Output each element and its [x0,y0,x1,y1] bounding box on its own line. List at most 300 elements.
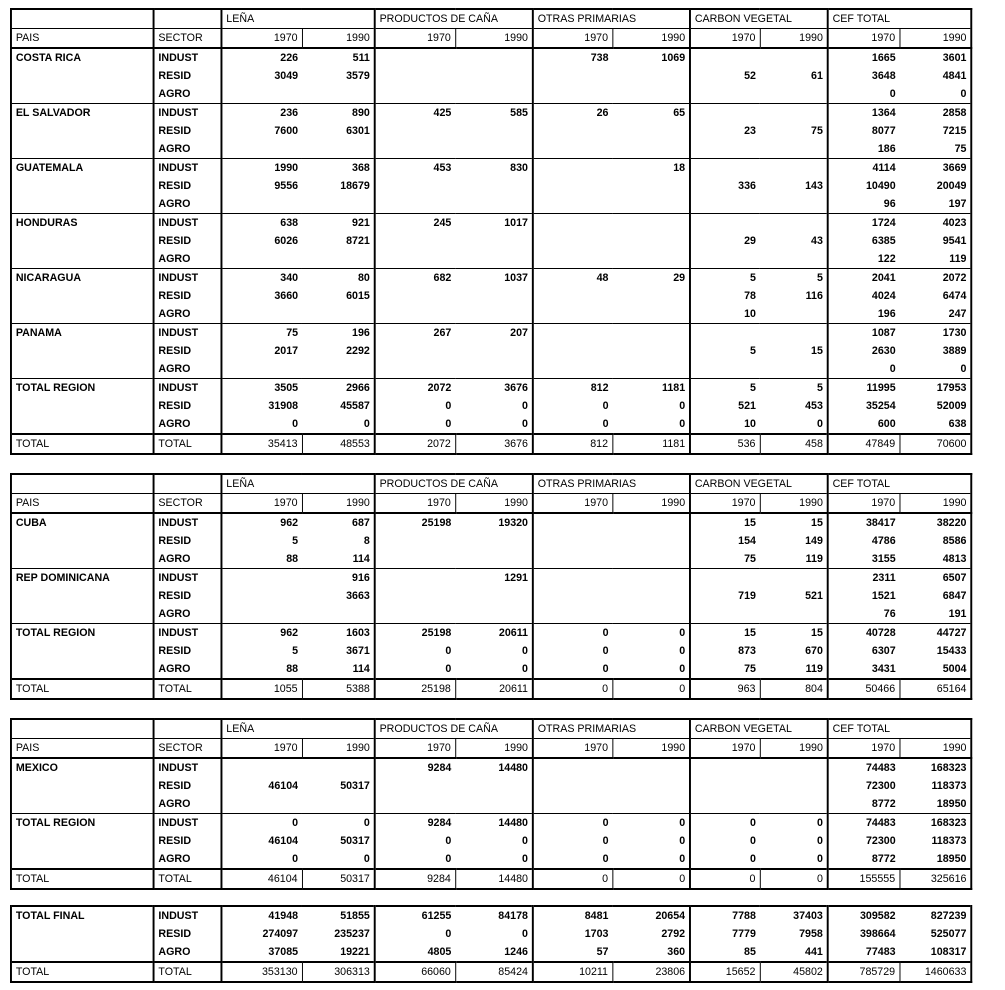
country-cell: TOTAL REGION [11,624,154,643]
value-cell: 38220 [900,513,972,532]
year-header: 1990 [455,29,533,49]
value-cell [612,342,690,360]
value-cell: 108317 [899,943,971,962]
year-header: 1990 [612,739,690,759]
value-cell: 453 [375,159,456,178]
table-row [11,532,971,550]
value-cell [302,85,375,104]
table-row [11,925,971,943]
value-cell: 5 [292,535,299,547]
value-cell: 5 [690,379,760,398]
value-cell: 196 [302,324,375,343]
value-cell: 8077 [871,125,896,137]
value-cell [375,287,456,305]
value-cell: 25198 [375,513,456,532]
value-cell: 0 [750,853,756,865]
value-cell [455,342,533,360]
value-cell [690,795,760,814]
value-cell: 0 [455,850,533,869]
value-cell [455,360,533,379]
sector-cell: RESID [154,177,222,195]
sector-cell: RESID [154,587,222,605]
value-cell: 0 [602,835,609,847]
blank-header [154,9,222,29]
value-cell: 962 [221,513,302,532]
year-header: 1970 [690,29,760,49]
country-cell [11,140,154,159]
total-value: 14480 [455,869,533,889]
value-cell [375,777,456,795]
sector-cell: AGRO [154,305,222,324]
value-cell [760,104,828,123]
sector-cell: INDUST [154,906,222,925]
energy-table-1 [10,8,972,455]
value-cell [533,159,613,178]
year-header-row [11,29,971,49]
value-cell: 197 [900,195,972,214]
value-cell [533,360,613,379]
country-cell [11,943,154,962]
value-cell: 1246 [455,943,533,962]
country-cell: TOTAL FINAL [11,906,154,925]
value-cell: 4786 [871,535,896,547]
value-cell: 1665 [828,48,900,67]
value-cell: 8481 [533,906,613,925]
value-cell: 0 [445,418,452,430]
total-value: 85424 [455,962,533,982]
value-cell [760,360,828,379]
sector-cell: RESID [154,67,222,85]
table-row [11,624,971,643]
value-cell: 6026 [274,235,299,247]
value-cell: 0 [889,363,896,375]
value-cell: 2041 [828,269,900,288]
value-cell [455,287,533,305]
total-value: 1460633 [899,962,971,982]
value-cell: 0 [445,400,452,412]
total-value: 0 [612,869,690,889]
value-cell: 0 [533,624,613,643]
value-cell: 18950 [900,850,972,869]
column-group-header: LEÑA [221,474,374,494]
value-cell [690,140,760,159]
value-cell: 0 [302,814,375,833]
value-cell [612,122,690,140]
value-cell: 0 [602,645,609,657]
year-header: 1970 [533,739,613,759]
value-cell: 114 [302,660,375,679]
total-value: 963 [690,679,760,699]
value-cell [221,85,302,104]
year-header: 1990 [900,739,972,759]
value-cell: 0 [602,853,609,865]
sector-cell: RESID [154,925,222,943]
value-cell: 84178 [455,906,533,925]
value-cell [375,195,456,214]
value-cell: 168323 [900,758,972,777]
value-cell: 0 [302,415,375,434]
value-cell [690,569,760,588]
table-row [11,305,971,324]
value-cell [302,360,375,379]
total-value: 0 [533,679,613,699]
value-cell [455,532,533,550]
value-cell: 600 [877,418,896,430]
value-cell [375,605,456,624]
table-row [11,513,971,532]
value-cell [612,532,690,550]
value-cell [221,569,302,588]
year-header: 1970 [533,494,613,514]
value-cell: 3155 [871,553,896,565]
total-value: 155555 [828,869,900,889]
value-cell: 738 [533,48,613,67]
value-cell [533,195,613,214]
value-cell: 20654 [612,906,690,925]
value-cell: 0 [750,835,756,847]
value-cell: 873 [738,645,756,657]
value-cell: 0 [760,814,828,833]
value-cell: 15 [760,513,828,532]
value-cell: 46104 [268,780,299,792]
value-cell: 17953 [900,379,972,398]
value-cell [375,122,456,140]
value-cell: 77483 [865,946,896,958]
value-cell: 4805 [427,946,452,958]
sector-cell: AGRO [154,195,222,214]
value-cell [533,140,613,159]
total-value: 804 [760,679,828,699]
value-cell: 2292 [302,342,375,360]
value-cell [612,550,690,569]
value-cell [690,159,760,178]
value-cell: 52 [744,70,756,82]
table-row [11,642,971,660]
value-cell: 29 [744,235,756,247]
total-value: 46104 [221,869,302,889]
value-cell [760,324,828,343]
total-sector: TOTAL [154,679,222,699]
year-header: 1970 [533,29,613,49]
value-cell: 453 [760,397,828,415]
value-cell: 9556 [274,180,299,192]
country-cell: TOTAL REGION [11,379,154,398]
value-cell: 0 [760,832,828,850]
value-cell: 75 [900,140,972,159]
value-cell: 15 [760,624,828,643]
value-cell: 15 [760,342,828,360]
value-cell [612,140,690,159]
value-cell [533,513,613,532]
table-row [11,250,971,269]
total-label: TOTAL [11,962,154,982]
total-sector: TOTAL [154,434,222,454]
year-header: 1990 [302,494,375,514]
value-cell: 0 [900,85,972,104]
year-header: 1970 [221,29,302,49]
value-cell: 682 [375,269,456,288]
value-cell: 830 [455,159,533,178]
value-cell [455,67,533,85]
sector-cell: INDUST [154,48,222,67]
value-cell: 41948 [221,906,302,925]
value-cell [455,122,533,140]
value-cell: 78 [744,290,756,302]
value-cell: 38417 [828,513,900,532]
year-header: 1990 [455,494,533,514]
value-cell: 0 [889,88,896,100]
value-cell: 154 [738,535,756,547]
table-row [11,177,971,195]
value-cell [760,305,828,324]
value-cell [302,305,375,324]
value-cell [612,67,690,85]
value-cell: 50317 [302,777,375,795]
total-value: 0 [690,869,760,889]
table-row [11,777,971,795]
sector-cell: AGRO [154,795,222,814]
country-cell [11,122,154,140]
sector-cell: AGRO [154,605,222,624]
value-cell [690,324,760,343]
value-cell: 247 [900,305,972,324]
value-cell [690,104,760,123]
value-cell [612,324,690,343]
value-cell [375,305,456,324]
total-value: 47849 [828,434,900,454]
table-row [11,605,971,624]
year-header-row [11,494,971,514]
value-cell [221,587,302,605]
value-cell: 1364 [828,104,900,123]
table-row [11,48,971,67]
value-cell: 2792 [612,925,690,943]
value-cell: 719 [738,590,756,602]
value-cell: 114 [302,550,375,569]
value-cell: 116 [760,287,828,305]
value-cell: 0 [292,418,299,430]
value-cell: 76 [883,608,896,620]
value-cell: 5 [292,645,299,657]
value-cell [455,795,533,814]
country-cell [11,532,154,550]
value-cell: 0 [445,835,452,847]
value-cell [690,195,760,214]
table-row [11,159,971,178]
value-cell: 46104 [268,835,299,847]
year-header: 1970 [690,494,760,514]
value-cell [455,777,533,795]
value-cell: 0 [445,663,452,675]
value-cell [690,758,760,777]
total-label: TOTAL [11,434,154,454]
table-row [11,122,971,140]
total-value: 325616 [900,869,972,889]
value-cell [221,305,302,324]
value-cell: 3505 [221,379,302,398]
sector-cell: INDUST [154,569,222,588]
value-cell: 0 [445,928,452,940]
value-cell [221,250,302,269]
value-cell [612,195,690,214]
value-cell [533,532,613,550]
total-value: 0 [533,869,613,889]
value-cell [533,550,613,569]
value-cell [302,250,375,269]
value-cell: 8586 [900,532,972,550]
total-sector: TOTAL [154,962,222,982]
value-cell: 9541 [900,232,972,250]
column-group-header: PRODUCTOS DE CAÑA [375,474,533,494]
value-cell: 0 [612,850,690,869]
total-value: 9284 [375,869,456,889]
total-value: 812 [533,434,613,454]
energy-table-3 [10,718,972,890]
value-cell: 18679 [302,177,375,195]
value-cell: 274097 [262,928,299,940]
value-cell: 4024 [871,290,896,302]
value-cell: 7215 [900,122,972,140]
value-cell: 6015 [302,287,375,305]
value-cell [760,795,828,814]
value-cell: 4841 [900,67,972,85]
value-cell: 827239 [899,906,971,925]
value-cell: 72300 [865,780,896,792]
value-cell: 52009 [900,397,972,415]
value-cell: 6307 [871,645,896,657]
table-row [11,569,971,588]
value-cell: 1521 [871,590,896,602]
value-cell: 122 [877,253,896,265]
year-header: 1970 [375,494,456,514]
sector-cell: INDUST [154,513,222,532]
value-cell [760,214,828,233]
value-cell [690,85,760,104]
value-cell [690,777,760,795]
total-value: 35413 [221,434,302,454]
value-cell: 521 [738,400,756,412]
sector-cell: RESID [154,342,222,360]
value-cell: 10 [744,308,756,320]
sector-cell: INDUST [154,269,222,288]
value-cell [455,587,533,605]
blank-header [11,474,154,494]
table-row [11,195,971,214]
value-cell [375,360,456,379]
value-cell [375,232,456,250]
total-value: 0 [760,869,828,889]
value-cell [760,605,828,624]
value-cell: 19320 [455,513,533,532]
value-cell [690,48,760,67]
value-cell: 0 [445,645,452,657]
value-cell [221,795,302,814]
value-cell: 51855 [302,906,375,925]
value-cell: 1990 [221,159,302,178]
value-cell: 72300 [865,835,896,847]
sector-cell: AGRO [154,415,222,434]
value-cell [760,569,828,588]
table-row [11,850,971,869]
value-cell [612,587,690,605]
value-cell: 75 [221,324,302,343]
value-cell: 6301 [302,122,375,140]
value-cell: 425 [375,104,456,123]
value-cell [612,214,690,233]
value-cell [612,305,690,324]
year-header-row [11,739,971,759]
value-cell: 25198 [375,624,456,643]
value-cell [760,195,828,214]
value-cell [302,140,375,159]
sector-cell: RESID [154,832,222,850]
value-cell: 75 [744,553,756,565]
value-cell [302,758,375,777]
year-header: 1990 [612,29,690,49]
value-cell: 0 [602,400,609,412]
country-cell [11,550,154,569]
value-cell [612,758,690,777]
table-row [11,550,971,569]
year-header: 1990 [900,29,972,49]
country-cell: GUATEMALA [11,159,154,178]
country-cell [11,397,154,415]
year-header: 1970 [828,739,900,759]
value-cell [612,85,690,104]
value-cell: 26 [533,104,613,123]
value-cell: 3579 [302,67,375,85]
sector-header: SECTOR [154,494,222,514]
value-cell: 1703 [584,928,609,940]
value-cell: 10490 [865,180,896,192]
value-cell: 525077 [899,925,971,943]
value-cell [533,287,613,305]
value-cell: 48 [533,269,613,288]
value-cell [533,605,613,624]
value-cell: 75 [744,663,756,675]
value-cell: 15 [690,513,760,532]
sector-cell: AGRO [154,250,222,269]
value-cell: 0 [292,853,299,865]
value-cell: 890 [302,104,375,123]
value-cell: 118373 [900,777,972,795]
value-cell [612,569,690,588]
value-cell: 18950 [900,795,972,814]
value-cell: 143 [760,177,828,195]
total-value: 48553 [302,434,375,454]
value-cell: 8772 [871,853,896,865]
sector-cell: AGRO [154,85,222,104]
value-cell: 7600 [274,125,299,137]
value-cell: 5004 [900,660,972,679]
energy-table-4 [10,905,972,983]
country-cell [11,832,154,850]
total-sector: TOTAL [154,869,222,889]
column-group-header: CARBON VEGETAL [690,474,828,494]
value-cell [612,360,690,379]
value-cell: 1037 [455,269,533,288]
value-cell [690,360,760,379]
country-cell [11,587,154,605]
value-cell [455,195,533,214]
value-cell [302,195,375,214]
value-cell [375,140,456,159]
country-cell [11,250,154,269]
value-cell: 267 [375,324,456,343]
total-value: 66060 [375,962,456,982]
value-cell: 638 [221,214,302,233]
column-group-header: OTRAS PRIMARIAS [533,474,690,494]
